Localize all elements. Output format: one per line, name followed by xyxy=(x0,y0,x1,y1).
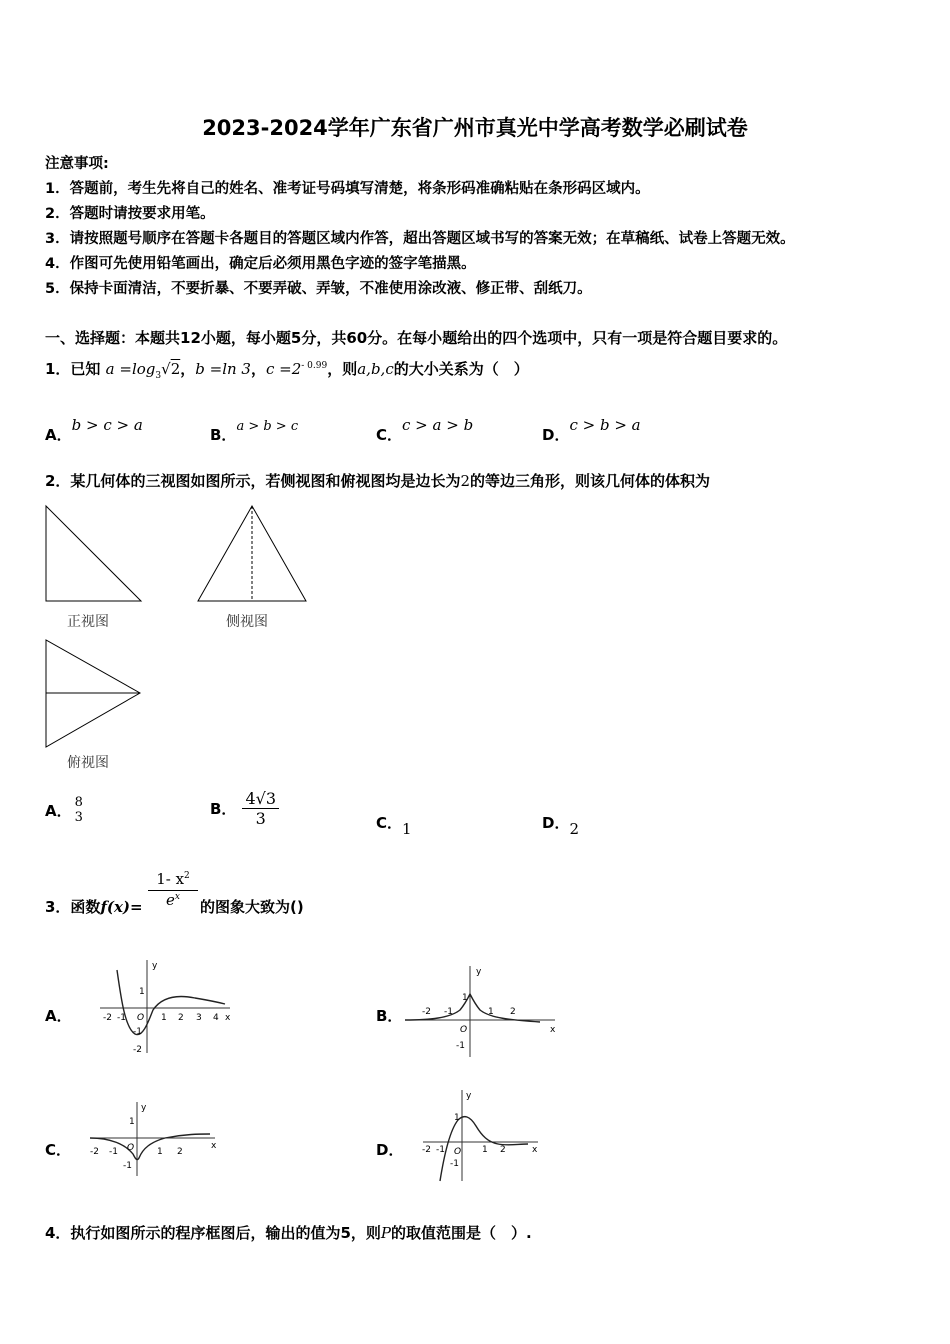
denominator: 3 xyxy=(255,809,266,828)
q1-sep: ， xyxy=(250,360,266,378)
q2-number: 2 xyxy=(460,472,470,490)
option-label: C． xyxy=(376,814,403,832)
option-label: C． xyxy=(376,426,403,444)
q3-function: f(x)= xyxy=(100,898,143,916)
question-4 xyxy=(45,1222,532,1243)
option-label: B． xyxy=(210,800,237,818)
tick-label: 1 xyxy=(462,993,468,1003)
q1-a-base: 3 xyxy=(155,371,162,381)
option-text: b > c > a xyxy=(71,416,143,434)
q2-option-b[interactable] xyxy=(210,789,279,828)
q1-then: ，则 xyxy=(327,360,358,378)
notice-item: 1．答题前，考生先将自己的姓名、准考证号码填写清楚，将条形码准确粘贴在条形码区域内。 xyxy=(45,181,650,197)
option-text: a > b > c xyxy=(236,419,299,434)
q3-denominator xyxy=(148,891,198,909)
tick-label: 1 xyxy=(161,1013,167,1023)
tick-label: -1 xyxy=(456,1041,465,1051)
option-label: A． xyxy=(45,426,72,444)
tick-label: -1 xyxy=(436,1145,445,1155)
denominator: 3 xyxy=(74,810,83,825)
notice-heading: 注意事项: xyxy=(45,156,109,172)
section-heading: 一、选择题：本题共12小题，每小题5分，共60分。在每小题给出的四个选项中，只有一项是符合题目要求的。 xyxy=(45,329,788,347)
q2-text: 的等边三角形，则该几何体的体积为 xyxy=(470,472,711,490)
origin-label: O xyxy=(127,1143,135,1153)
y-label: y xyxy=(152,961,158,971)
tick-label: -2 xyxy=(422,1007,431,1017)
q1-option-c[interactable] xyxy=(376,416,474,445)
tick-label: 4 xyxy=(213,1013,219,1023)
fraction xyxy=(242,789,279,828)
tick-label: 2 xyxy=(500,1145,506,1155)
q2-option-c[interactable] xyxy=(376,812,412,838)
q1-a-expr: a =log xyxy=(105,360,156,378)
origin-label: O xyxy=(460,1025,468,1035)
q3-option-a[interactable]: A． xyxy=(45,1007,72,1025)
x-label: x xyxy=(211,1141,217,1151)
q2-option-d[interactable] xyxy=(542,812,579,838)
y-label: y xyxy=(466,1091,472,1101)
numerator: 8 xyxy=(74,795,83,810)
q2-text: 2．某几何体的三视图如图所示，若侧视图和俯视图均是边长为 xyxy=(45,472,461,490)
tick-label: 3 xyxy=(196,1013,202,1023)
y-label: y xyxy=(141,1103,147,1113)
notice-item: 5．保持卡面清洁，不要折暴、不要弄破、弄皱，不准使用涂改液、修正带、刮纸刀。 xyxy=(45,281,592,297)
page-title: 2023-2024学年广东省广州市真光中学高考数学必刷试卷 xyxy=(202,116,748,140)
fraction xyxy=(72,795,86,825)
option-label: D． xyxy=(542,814,570,832)
graph-b xyxy=(400,962,565,1062)
sqrt-icon: √ xyxy=(161,360,171,378)
q1-c-expr: c =2 xyxy=(265,360,302,378)
option-label: B． xyxy=(210,426,237,444)
tick-label: 2 xyxy=(178,1013,184,1023)
front-view-shape xyxy=(46,506,141,601)
q3-option-b[interactable]: B． xyxy=(376,1007,403,1025)
q1-c-exp: - 0.99 xyxy=(301,361,328,371)
tick-label: -2 xyxy=(422,1145,431,1155)
origin-label: O xyxy=(454,1147,462,1157)
tick-label: -1 xyxy=(117,1013,126,1023)
q3-numerator xyxy=(148,870,198,891)
q1-a-arg: 2 xyxy=(170,360,181,378)
question-2 xyxy=(45,470,710,491)
q1-sep: ， xyxy=(180,360,196,378)
option-label: A． xyxy=(45,801,72,820)
q3-num-exp: 2 xyxy=(184,871,190,881)
tick-label: 1 xyxy=(129,1117,135,1127)
notice-item: 3．请按照题号顺序在答题卡各题目的答题区域内作答，超出答题区域书写的答案无效；在草稿纸、试卷上答题无效。 xyxy=(45,231,795,247)
question-1 xyxy=(45,358,529,381)
tick-label: -1 xyxy=(133,1027,142,1037)
tick-label: 2 xyxy=(510,1007,516,1017)
tick-label: 2 xyxy=(177,1147,183,1157)
notice-item: 2．答题时请按要求用笔。 xyxy=(45,206,215,222)
side-view-caption: 侧视图 xyxy=(226,614,268,630)
tick-label: -2 xyxy=(90,1147,99,1157)
q1-option-b[interactable] xyxy=(210,419,299,445)
curve xyxy=(117,970,225,1035)
tick-label: -1 xyxy=(123,1161,132,1171)
tick-label: 1 xyxy=(454,1113,460,1123)
option-text: 2 xyxy=(569,820,579,838)
q3-den-exp: x xyxy=(174,892,180,902)
option-text: c > b > a xyxy=(569,416,641,434)
tick-label: 1 xyxy=(157,1147,163,1157)
notice-item: 4．作图可先使用铅笔画出，确定后必须用黑色字迹的签字笔描黑。 xyxy=(45,256,476,272)
front-view-caption: 正视图 xyxy=(67,614,109,630)
q3-text: 3．函数 xyxy=(45,898,101,916)
q3-option-c[interactable]: C． xyxy=(45,1141,72,1159)
tick-label: -2 xyxy=(103,1013,112,1023)
tick-label: -2 xyxy=(133,1045,142,1055)
q1-number: 1．已知 xyxy=(45,360,101,378)
tick-label: -1 xyxy=(444,1007,453,1017)
graph-a xyxy=(95,958,245,1058)
tick-label: 1 xyxy=(139,987,145,997)
tick-label: -1 xyxy=(450,1159,459,1169)
tick-label: -1 xyxy=(109,1147,118,1157)
option-text: c > a > b xyxy=(402,416,474,434)
option-label: D． xyxy=(542,426,570,444)
q3-suffix: 的图象大致为() xyxy=(200,898,304,916)
q1-option-a[interactable] xyxy=(45,416,143,445)
q2-option-a[interactable] xyxy=(45,795,86,825)
origin-label: O xyxy=(137,1013,145,1023)
q3-den-text: e xyxy=(166,891,175,909)
q1-vars: a,b,c xyxy=(357,360,394,378)
tick-label: 1 xyxy=(482,1145,488,1155)
graph-c xyxy=(85,1098,225,1178)
top-view-caption: 俯视图 xyxy=(67,755,109,771)
x-label: x xyxy=(225,1013,231,1023)
q3-prefix xyxy=(45,896,143,917)
numerator: 4√3 xyxy=(242,789,279,809)
graph-d xyxy=(418,1086,548,1186)
tick-label: 1 xyxy=(488,1007,494,1017)
q4-text: 4．执行如图所示的程序框图后，输出的值为5，则 xyxy=(45,1224,381,1242)
x-label: x xyxy=(550,1025,556,1035)
q3-num-text: 1- x xyxy=(156,870,185,888)
q1-b-expr: b =ln 3 xyxy=(195,360,251,378)
q4-variable: P xyxy=(380,1224,391,1242)
y-label: y xyxy=(476,967,482,977)
q1-tail: 的大小关系为（ ） xyxy=(393,360,529,378)
q3-option-d[interactable]: D． xyxy=(376,1141,404,1159)
q3-fraction xyxy=(148,870,198,909)
x-label: x xyxy=(532,1145,538,1155)
q4-text: 的取值范围是（ ）. xyxy=(390,1224,532,1242)
q1-option-d[interactable] xyxy=(542,416,641,445)
option-text: 1 xyxy=(402,820,412,838)
